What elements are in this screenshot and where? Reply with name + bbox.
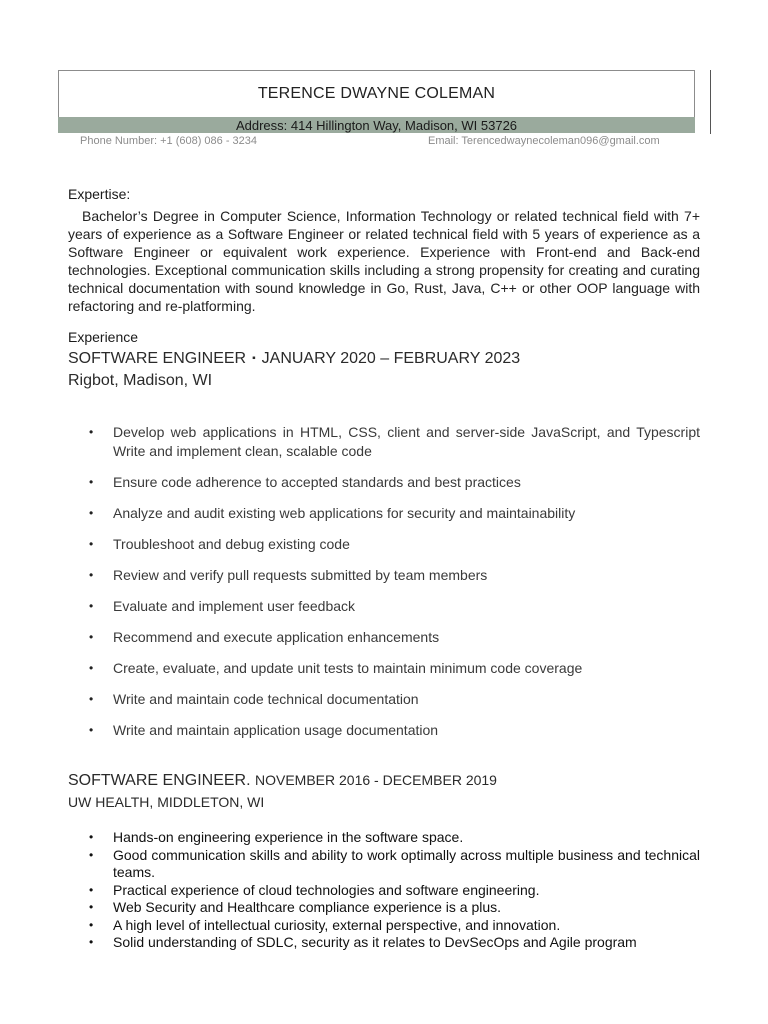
address-bar xyxy=(58,117,695,133)
list-item: • Develop web applications in HTML, CSS, client and server-side JavaScript, and Typescript Write and implement clean, scalable code xyxy=(89,424,700,459)
list-item: • Practical experience of cloud technologies and software engineering. xyxy=(89,881,540,898)
job2-bullet-list xyxy=(68,829,700,952)
bullet-icon: • xyxy=(89,830,94,844)
job2-title: SOFTWARE ENGINEER. xyxy=(68,772,251,789)
list-item: • Create, evaluate, and update unit tests to maintain minimum code coverage xyxy=(89,660,583,676)
job2-company: UW HEALTH, MIDDLETON, WI xyxy=(68,794,265,810)
job1-company: Rigbot, Madison, WI xyxy=(68,372,213,389)
expertise-heading: Expertise: xyxy=(68,186,131,202)
job2-dates: NOVEMBER 2016 - DECEMBER 2019 xyxy=(254,772,497,788)
bullet-icon: • xyxy=(89,900,94,914)
bullet-icon: • xyxy=(89,537,94,551)
bullet-icon: • xyxy=(89,935,94,949)
list-item: • Recommend and execute application enhancements xyxy=(89,629,440,645)
address-text: Address: 414 Hillington Way, Madison, WI 53726 xyxy=(235,117,518,133)
job1-heading xyxy=(68,350,520,368)
list-item: • Write and maintain application usage documentation xyxy=(89,722,439,738)
bullet-icon: • xyxy=(89,425,94,439)
phone-number: Phone Number: +1 (608) 086 - 3234 xyxy=(80,135,258,147)
bullet-icon: • xyxy=(89,506,94,520)
bullet-icon: • xyxy=(89,568,94,582)
experience-heading: Experience xyxy=(68,329,139,345)
expertise-text: Bachelor’s Degree in Computer Science, Information Technology or related technical field with 7+ years of experience as a Software Engineer or related technical field with 5 years of experience as a Software Engineer or equivalent work experience. Experience with Front-end and Back-end technologies. Exceptional communication skills including a strong propensity for creating and curating technical documentation with sound knowledge in Go, Rust, Java, C++ or other OOP language with refactoring and re-platforming. xyxy=(68,208,700,314)
list-item: • Ensure code adherence to accepted standards and best practices xyxy=(89,474,521,490)
job1-bullet-list xyxy=(68,423,700,740)
candidate-name: TERENCE DWAYNE COLEMAN xyxy=(257,85,496,102)
list-item: • Analyze and audit existing web applications for security and maintainability xyxy=(89,505,576,521)
bullet-icon: • xyxy=(89,847,94,862)
email-address: Email: Terencedwaynecoleman096@gmail.com xyxy=(428,135,660,147)
list-item: • A high level of intellectual curiosity, external perspective, and innovation. xyxy=(89,916,561,933)
bullet-icon: • xyxy=(89,692,94,706)
bullet-icon: • xyxy=(89,630,94,644)
vertical-divider xyxy=(710,70,711,134)
bullet-icon: • xyxy=(89,723,94,737)
title-separator: ▪ xyxy=(252,353,256,364)
list-item: • Good communication skills and ability to work optimally across multiple business and technical teams. xyxy=(89,846,700,880)
bullet-icon: • xyxy=(89,882,94,897)
list-item: • Hands-on engineering experience in the software space. xyxy=(89,829,464,845)
expertise-paragraph xyxy=(68,207,700,315)
job1-dates: JANUARY 2020 – FEBRUARY 2023 xyxy=(261,350,521,367)
name-header-box xyxy=(58,70,695,117)
list-item: • Solid understanding of SDLC, security as it relates to DevSecOps and Agile program xyxy=(89,934,637,950)
job2-heading xyxy=(68,772,497,790)
list-item: • Troubleshoot and debug existing code xyxy=(89,536,350,552)
list-item: • Write and maintain code technical documentation xyxy=(89,691,419,707)
list-item: • Evaluate and implement user feedback xyxy=(89,598,356,614)
bullet-icon: • xyxy=(89,475,94,489)
job1-title: SOFTWARE ENGINEER xyxy=(68,350,247,367)
list-item: • Web Security and Healthcare compliance experience is a plus. xyxy=(89,899,502,915)
bullet-icon: • xyxy=(89,661,94,675)
bullet-icon: • xyxy=(89,917,94,932)
list-item: • Review and verify pull requests submitted by team members xyxy=(89,567,488,583)
bullet-icon: • xyxy=(89,599,94,613)
